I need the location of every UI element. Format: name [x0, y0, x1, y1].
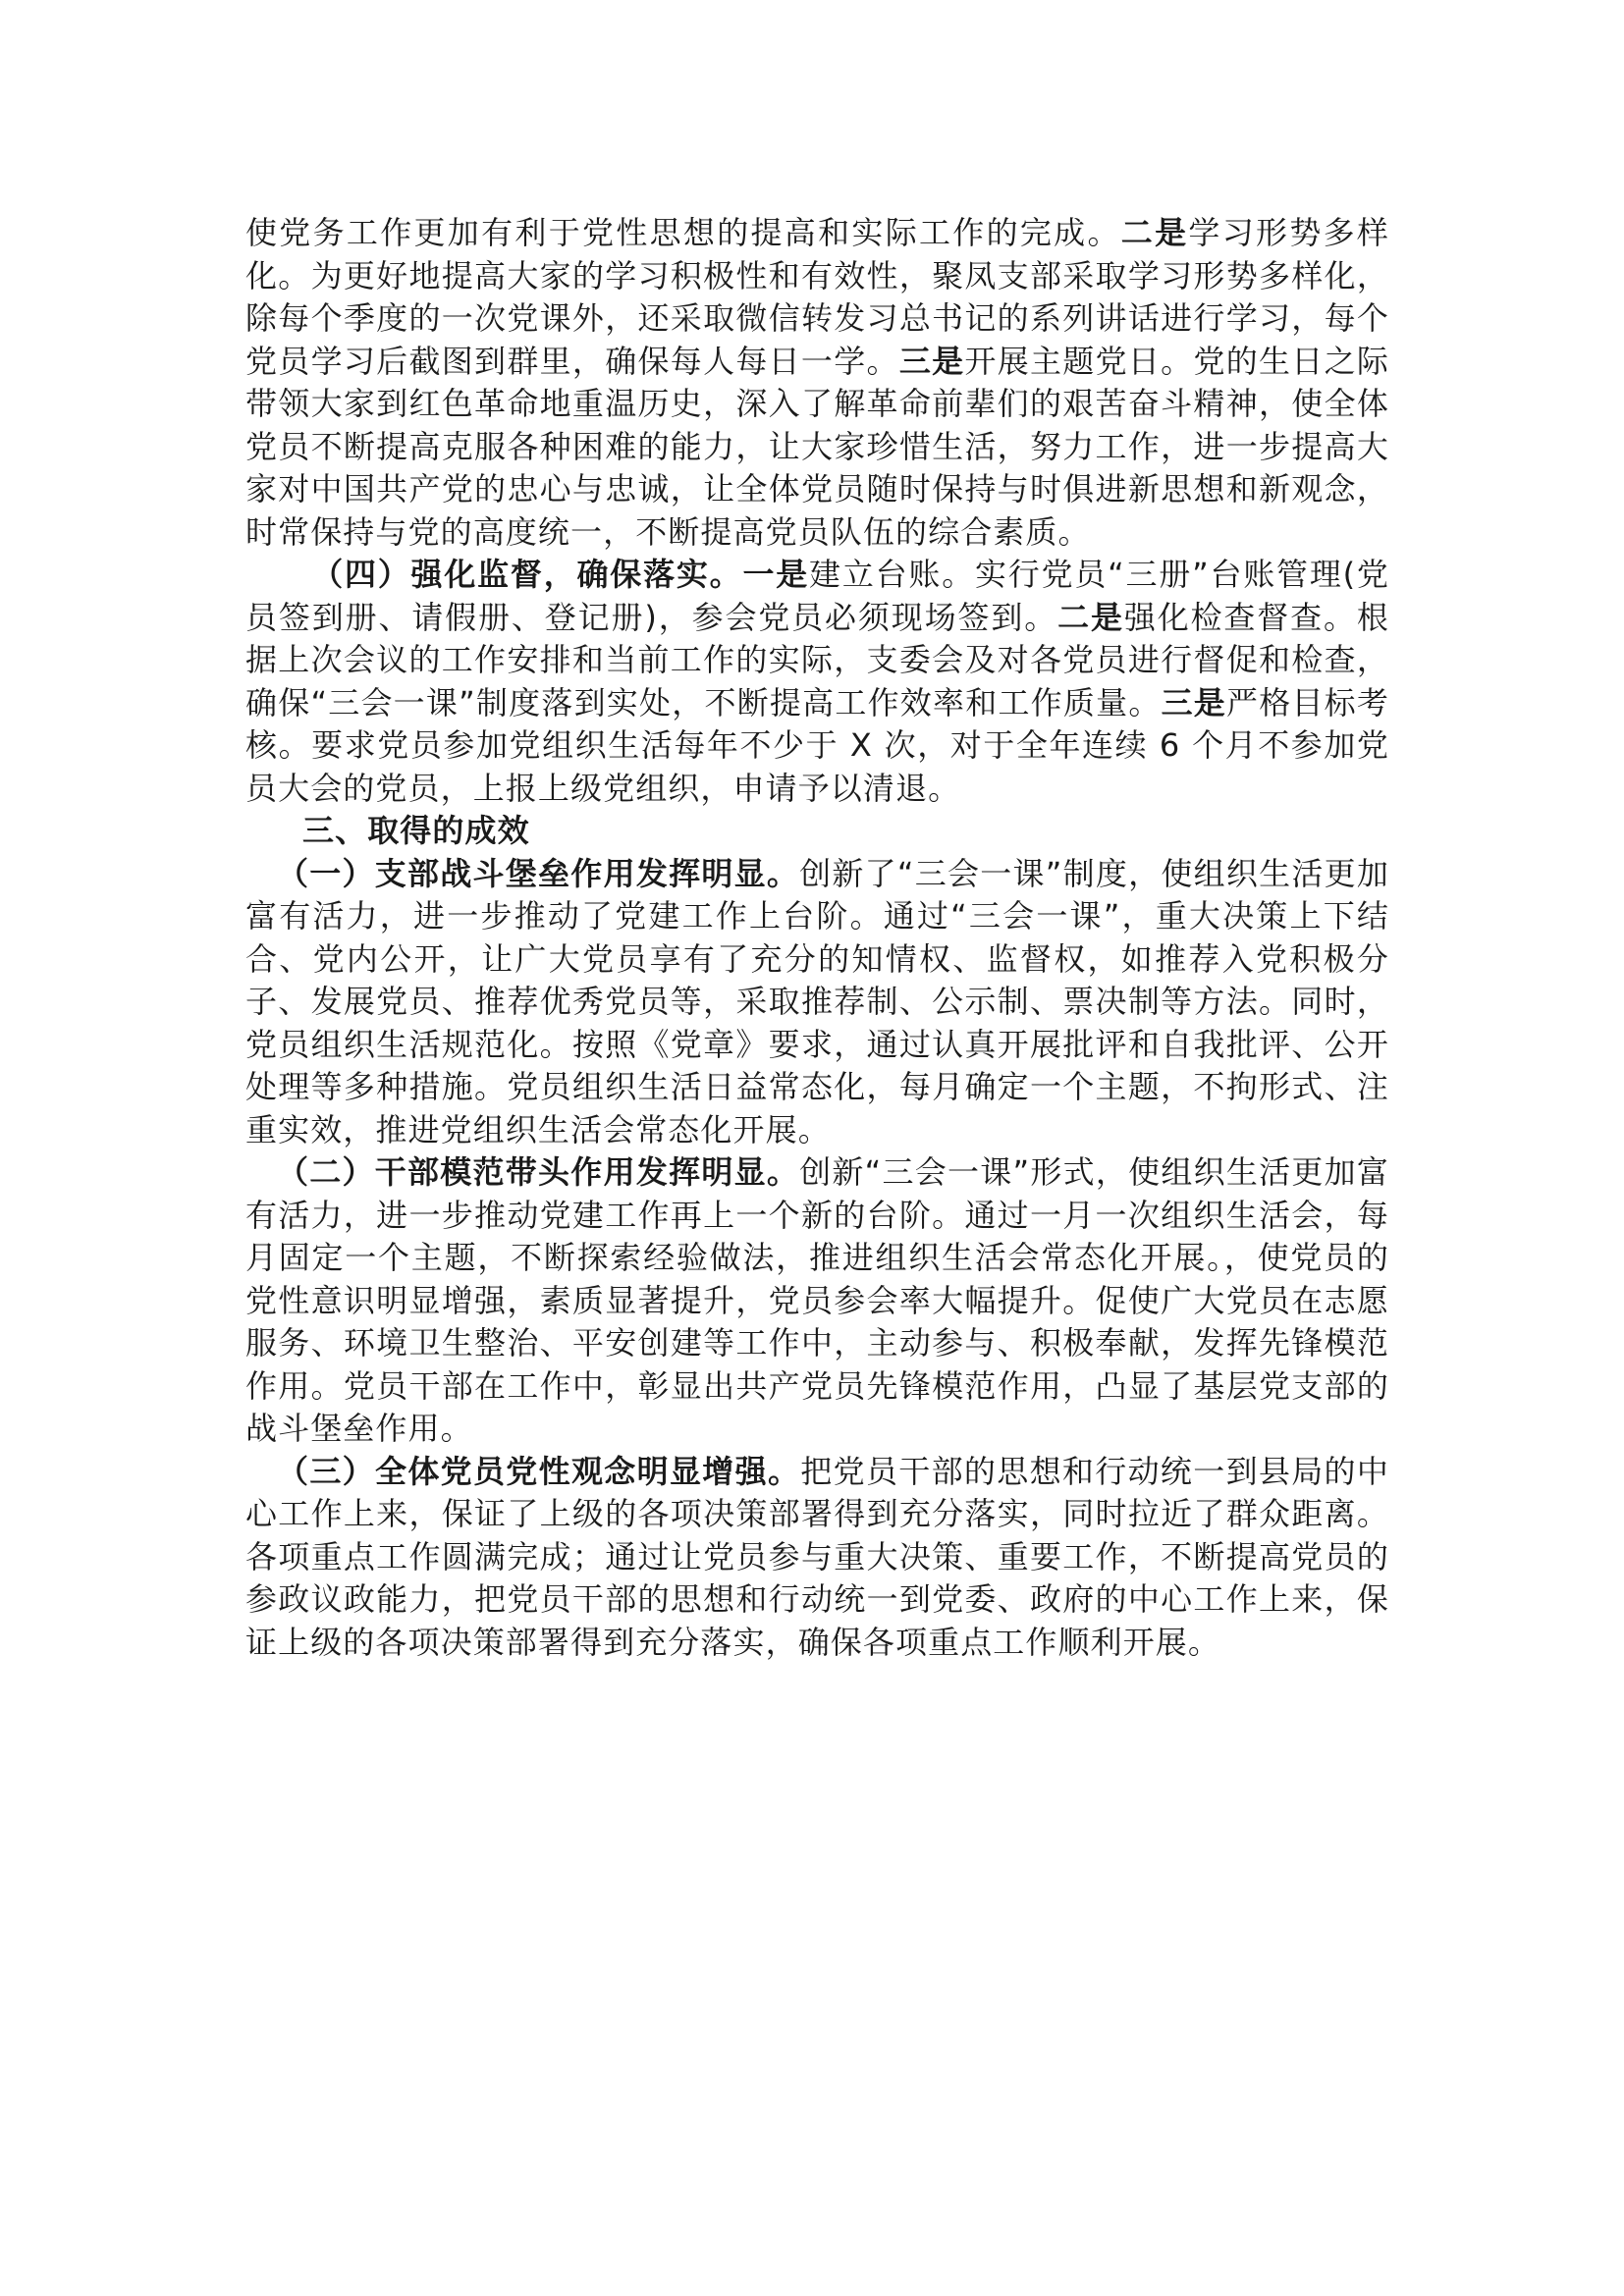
bold-marker-three: 三是: [898, 342, 965, 380]
text-run: 开展主题党日。党的生日之际带领大家到红色革命地重温历史，深入了解革命前辈们的艰苦奋斗精神，使全体党员不断提高克服各种困难的能力，让大家珍惜生活，努力工作，进一步提高大家对中国共产党的忠心与忠诚，让全体党员随时保持与时俱进新思想和新观念，时常保持与党的高度统一，不断提高党员队伍的综合素质。: [245, 342, 1389, 551]
text-run: 学习形势多样化。为更好地提高大家的学习积极性和有效性，聚凤支部采取学习形势多样化，除每个季度的一次党课外，还采取微信转发习总书记的系列讲话进行学习，每个党员学习后截图到群里，确保每人每日一学。: [245, 214, 1390, 380]
text-run: 建立台账。实行党员“三册”台账管理(党员签到册、请假册、登记册)，参会党员必须现场签到。: [245, 556, 1389, 636]
text-run: 使党务工作更加有利于党性思想的提高和实际工作的完成。: [245, 214, 1121, 251]
paragraph-cadre-model: [245, 1151, 1389, 1451]
bold-marker-two: 二是: [1120, 214, 1189, 251]
bold-marker-one: 一是: [742, 556, 810, 593]
paragraph-branch-fortress: [245, 853, 1389, 1152]
subsection-heading-one: （一）支部战斗堡垒作用发挥明显。: [277, 854, 800, 892]
text-run: 创新“三会一课”形式，使组织生活更加富有活力，进一步推动党建工作再上一个新的台阶。通过一月一次组织生活会，每月固定一个主题，不断探索经验做法，推进组织生活会常态化开展。，使党员的党性意识明显增强，素质显著提升，党员参会率大幅提升。促使广大党员在志愿服务、环境卫生整治、平安创建等工作中，主动参与、积极奉献，发挥先锋模范作用。党员干部在工作中，彰显出共产党员先锋模范作用，凸显了基层党支部的战斗堡垒作用。: [245, 1153, 1389, 1447]
subsection-heading-two: （二）干部模范带头作用发挥明显。: [277, 1153, 800, 1191]
text-run: 把党员干部的思想和行动统一到县局的中心工作上来，保证了上级的各项决策部署得到充分落实，同时拉近了群众距离。各项重点工作圆满完成；通过让党员参与重大决策、重要工作，不断提高党员的参政议政能力，把党员干部的思想和行动统一到党委、政府的中心工作上来，保证上级的各项决策部署得到充分落实，确保各项重点工作顺利开展。: [245, 1452, 1389, 1661]
paragraph-study-forms: [245, 212, 1389, 554]
paragraph-supervision: [245, 554, 1389, 810]
bold-marker-two: 二是: [1057, 598, 1124, 636]
bold-marker-three: 三是: [1161, 683, 1227, 721]
section-heading-achievements: 三、取得的成效: [302, 812, 530, 849]
document-page: [245, 212, 1389, 1664]
section-heading-four: （四）强化监督，确保落实。: [311, 556, 743, 593]
text-run: 强化检查督查。根据上次会议的工作安排和当前工作的实际，支委会及对各党员进行督促和检查，确保“三会一课”制度落到实处，不断提高工作效率和工作质量。: [245, 598, 1389, 721]
text-run: 严格目标考核。要求党员参加党组织生活每年不少于 X 次，对于全年连续 6 个月不参加党员大会的党员，上报上级党组织，申请予以清退。: [245, 683, 1389, 807]
text-run: 创新了“三会一课”制度，使组织生活更加富有活力，进一步推动了党建工作上台阶。通过“三会一课”，重大决策上下结合、党内公开，让广大党员享有了充分的知情权、监督权，如推荐入党积极分子、发展党员、推荐优秀党员等，采取推荐制、公示制、票决制等方法。同时，党员组织生活规范化。按照《党章》要求，通过认真开展批评和自我批评、公开处理等多种措施。党员组织生活日益常态化，每月确定一个主题，不拘形式、注重实效，推进党组织生活会常态化开展。: [245, 854, 1389, 1148]
paragraph-party-awareness: [245, 1451, 1389, 1665]
subsection-heading-three: （三）全体党员党性观念明显增强。: [277, 1452, 801, 1490]
